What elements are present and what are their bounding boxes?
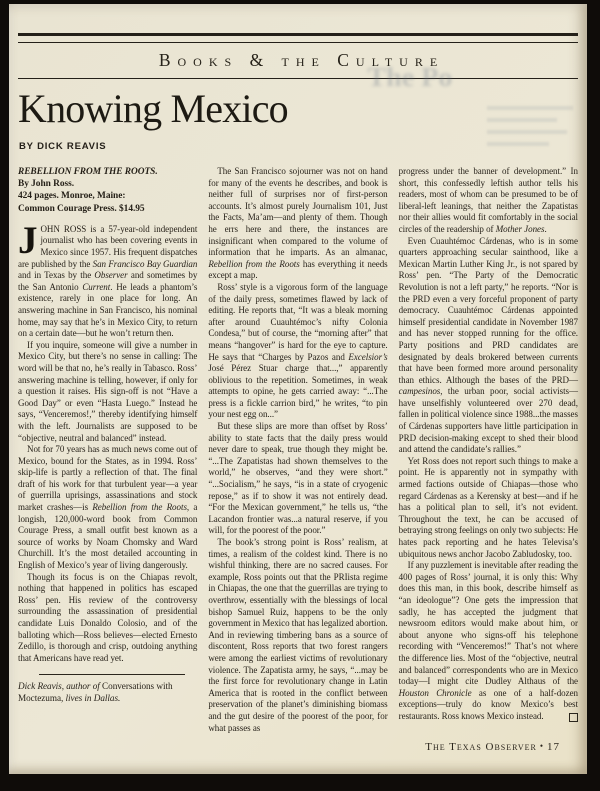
book-info-block [18,166,197,215]
author-bio-note [18,681,197,704]
page-footer [425,741,560,753]
article-title: Knowing Mexico [18,86,288,131]
body-paragraph: But these slips are more than offset by Ross’ ability to state facts that the daily press would never dare to speak, true though they might be. “...The Zapatistas had shown themselves to the world,” he observes, “and they were short.” “...Socialism,” he says, “is in a state of cryogenic repose,” as if to show it was not entirely dead. “For the Mexican government,” he tells us, “the Lacandon frontier was...a natural reserve, if you will, for the poorest of the poor.” [208,421,388,536]
book-details: 424 pages. Monroe, Maine: [18,191,126,202]
body-paragraph: JOHN ROSS is a 57-year-old independent journalist who has been covering events in Mexico since 1957. His frequent dispatches are published by the San Francisco Bay Guardian and in Texas by the Observer and sometimes by the San Antonio Current. He leads a phantom’s existence, rarely in one place for long. An answering machine in San Francisco, his nominal home, may say that he’s in Mexico City, to return on a certain date—but he won’t return then. [18,218,198,339]
body-paragraph: Yet Ross does not report such things to make a point. He is apparently not in sympathy with armed factions outside of Chiapas—those who regard Cárdenas as a Kerensky at best—and if he has a political plan to sell, it’s not evident. Throughout the text, he can be accused of betraying strong feelings on only two subjects: He hates pack reporting and he hates Televisa’s ubiquitous news anchor Jacobo Zabludosky, too. [398,455,578,559]
body-paragraph: The book’s strong point is Ross’ realism, at times, a realism of the coldest kind. There is no wishful thinking, there are no sacred causes. For example, Ross points out that the PRIista regime in Chiapas, the one that the guerrillas are trying to overthrow, essentially with the blessings of local bishop Samuel Ruiz, happens to be the only government in Mexico that has legalized abortion. And in reviewing timbering bans as a source of discontent, Ross reports that two forest rangers were among the earliest victims of revolutionary violence. The Zapatista army, he says, “...may be the first force for revolutionary change in Latin America that is rooted in the conflict between preservation of the planet’s diminishing biomass and the gut desire of the poorest of the poor, for what passes as [208,537,388,733]
body-paragraph: Not for 70 years has as much news come out of Mexico, bound for the States, as in 1994. Ross’ skip-life is partly a reflection of that. The final draft of his work for that turbulent year—a year of guerrilla uprisings, assassinations and stock market crashes—is Rebellion from the Roots, a longish, 120,000-word book from Common Courage Press, a small outfit best known as a source of works by Noam Chomsky and Ward Churchill. It’s the most detailed accounting in English of Mexico’s year of living dangerously. [18,444,198,571]
thin-rule [18,78,578,79]
body-paragraph: If you inquire, someone will give a number in Mexico City, but there’s no sense in calling: The word will be that no, he’s really in Tabasco. Ross’ answering machine is telling, however, if only for a question it raises. His sign-off is not “Have a Good Day” or even “Hasta Luego.” Instead he says, “Venceremos!,” thereby identifying himself with the left. Journalists are supposed to be “objective, neutral and balanced” instead. [18,339,198,443]
book-publisher: Common Courage Press. $14.95 [18,203,145,214]
body-paragraph: The San Francisco sojourner was not on hand for many of the events he describes, and book is neither full of surprises nor of first-person accounts. It’s almost purely Journalism 101, Just the Facts, Ma’am—and plenty of them. Though he errs here and there, the instances are insignificant when compared to the volume of information that he imparts. As an almanac, Rebellion from the Roots has everything it needs except a map. [208,166,388,281]
bio-note-rule [39,674,185,675]
column-1 [18,166,197,734]
body-paragraph: Though its focus is on the Chiapas revolt, nothing that happened in politics has escaped Ross’ pen. His review of the controversy surrounding the assassination of presidential candidate Luis Donaldo Colosio, and of the balloting which—Ross believes—elected Ernesto Zedillo, is thorough and crisp, outdoing anything that Americans have read yet. [18,571,198,663]
book-title: REBELLION FROM THE ROOTS. [18,167,158,177]
article-byline: BY DICK REAVIS [19,141,107,152]
book-author: By John Ross. [18,179,75,190]
footer-separator: • [539,741,544,751]
section-header: Books & the Culture [158,50,445,70]
publication-name: The Texas Observer [425,741,537,753]
double-rule [18,33,578,43]
bio-note-work-title: Conversations with Moctezuma [18,681,173,703]
page-paper [9,4,587,774]
body-paragraph: progress under the banner of development.” In short, this confessedly leftish author tells his readers, most of whom can be presumed to be of liberal-left leanings, that neither the Zapatistas nor their allies would fit comfortably in the social circles of the readership of Mother Jones. [398,166,578,234]
end-of-article-mark [569,713,578,722]
body-paragraph: If any puzzlement is inevitable after reading the 400 pages of Ross’ journal, it is only this: Why does this man, in this book, describe himself as “an ideologue”? One gets the impression that sadly, he has accepted the judgment that newsroom editors would make about him, or about anyone who signs-off his telephone recording with “Venceremos!” That’s not where the difference lies. Most of the “objective, neutral and balanced” correspondents who are in Mexico today—I might cite Dudley Althaus of the Houston Chronicle as one of a half-dozen exceptions—truly do know Mexico’s best restaurants. Ross knows Mexico instead. [398,560,578,721]
drop-cap: J [18,218,38,262]
article-columns [18,166,578,734]
bleed-through-headline: The Po [367,62,453,92]
column-3 [399,166,578,734]
body-paragraph: Ross’ style is a vigorous form of the language of the daily press, sometimes flawed by lack of editing. He reports that, “It was a bleak morning after around Cuauhtémoc’s nifty Colonia Condesa,” but of course, the “morning after” that means “hangover” is hard for the eye to capture. He says that “Charges by Pazos and Excelsior’s José Pérez Stuar charge that...,” apparently oblivious to the repetition. Sometimes, in weak attempts to opine, he gets carried away: “...The press is a fickle carrion bird,” he writes, “to pin your nest egg on...” [208,281,388,420]
bleed-through-artifact [487,130,567,134]
bio-note-text: Dick Reavis, author of [18,681,103,692]
column-2 [208,166,387,734]
body-paragraph: Even Cuauhtémoc Cárdenas, who is in some quarters approaching secular sainthood, like a Mexican Martin Luther King Jr., is not spared by Ross’ pen. “The Party of the Democratic Revolution is not a left party,” he reports. “Nor is the PRD even a very forceful proponent of party democracy. Cuauhtémoc Cárdenas appointed himself presidential candidate in November 1987 and has never stopped running for the office. Party positions and PRD candidates are designated by deals brokered between currents that have been formed more around personality than ethics. Although the bases of the PRD—campesinos, the urban poor, social activists—have unselfishly volunteered over 270 dead, fallen in political violence since 1988...the masses of Cárdenas supporters have little participation in PRD decision-making except to shed their blood and attend the candidate’s rallies.” [398,235,578,455]
page-number: 17 [547,741,560,753]
bio-note-text: , lives in Dallas. [61,692,121,703]
